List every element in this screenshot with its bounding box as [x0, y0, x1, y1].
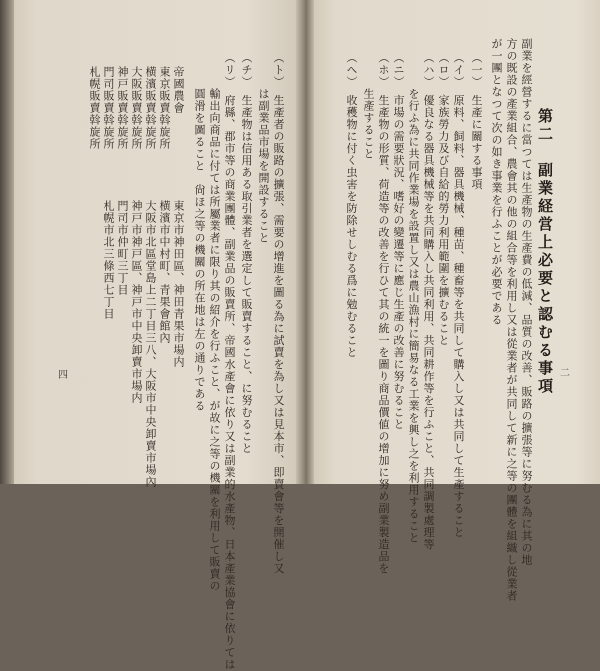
directory-name: 札幌販賣斡旋所 — [88, 66, 101, 150]
directory-name: 大阪販賣斡旋所 — [130, 66, 143, 150]
page-number-left: 四 — [58, 370, 68, 381]
directory-name: 門司販賣斡旋所 — [102, 66, 115, 150]
item-ho: （ホ） 生產物の形質、荷造等の改善を行ひて其の統一を圖り商品價値の增加に努め副業製造品を — [377, 52, 390, 575]
directory-name: 東京販賣斡旋所 — [158, 66, 171, 150]
directory-address: 門司市仲町三丁目 — [116, 200, 129, 296]
item-ri-cont: 輸出向商品に付ては所屬業者に限り其の紹介を行ふこと、が故に之等の機關を利用して販賣の — [208, 52, 221, 592]
section-heading: 第二 副業経営上必要と認むる事項 — [536, 108, 554, 396]
item-ri-cont-2: 圓滑を圖ること 尙ほ之等の機關の所在地は左の通りである — [193, 52, 206, 412]
item-ha-cont: を行ふ為に共同作業場を設置し又は農山漁村に簡易なる工業を興し之を利用すること — [407, 52, 420, 544]
intro-line-1: 副業を經營するに當つては生產物の生產費の低減、品質の改善、販路の擴張等に努むる為に其の地 — [520, 38, 533, 566]
item-ni: （ニ） 市場の需要狀況、嗜好の變遷等に應じ生產の改善に努むること — [392, 52, 405, 431]
item-ho-cont: 生產すること — [362, 52, 375, 160]
directory-address: 東京市神田區、神田青果市場内 — [172, 200, 185, 368]
directory-address: 横濱市中村町、青果會館內 — [158, 200, 171, 344]
directory-name: 神戸販賣斡旋所 — [116, 66, 129, 150]
book-gutter — [296, 0, 314, 484]
item-ha: （ハ） 優良なる器具機械等を共同購入し共同利用、共同耕作等を行ふこと、共同調製處理等 — [422, 52, 435, 551]
directory-name: 帝國農會 — [172, 66, 185, 114]
item-chi: （チ） 生產物は信用ある取引業者を選定して販賣すること、に努むること — [240, 52, 253, 455]
directory-name: 横濱販賣斡旋所 — [144, 66, 157, 150]
item-ro: （ロ） 家族勞力及び自給的勞力利用範圍を擴むること — [437, 52, 450, 347]
directory-address: 札幌市北三條西七丁目 — [102, 200, 115, 320]
item-to: （ト） 生產者の販路の擴張、需要の增進を圖る為に試賣を為し又は見本市、即賣會等を開催し又 — [272, 52, 285, 575]
subsection-heading: （一） 生產に關する事項 — [470, 52, 483, 191]
page-number-right: 二 — [560, 368, 570, 379]
item-i: （イ） 原料、飼料、器具機械、種苗、種畜等を共同して購入し又は共同して生產すること — [452, 52, 465, 539]
intro-line-3: が一團となつて次の如き事業を行ふことが必要である — [490, 38, 503, 326]
directory-address: 大阪市北區堂島上二丁目三八、大阪市中央卸賣市場內 — [144, 200, 157, 488]
item-he: （ヘ） 收穫物に付く虫害を防除せしむる爲に勉むること — [345, 52, 358, 359]
item-ri: （リ） 府縣、郡市等の商業團體、副業品の販賣所、帝國水產會に依り又は副業的水產物、日本產業協會に依りては — [223, 52, 236, 671]
directory-address: 神戸市神戸區、神戸市中央卸賣市場内 — [130, 200, 143, 404]
intro-line-2: 方の既設の產業組合、農會其の他の組合等を利用し又は從業者が共同して新に之等の團體を組織し從業者 — [505, 38, 518, 602]
item-to-cont: は副業品市場を開設すること — [257, 52, 270, 244]
